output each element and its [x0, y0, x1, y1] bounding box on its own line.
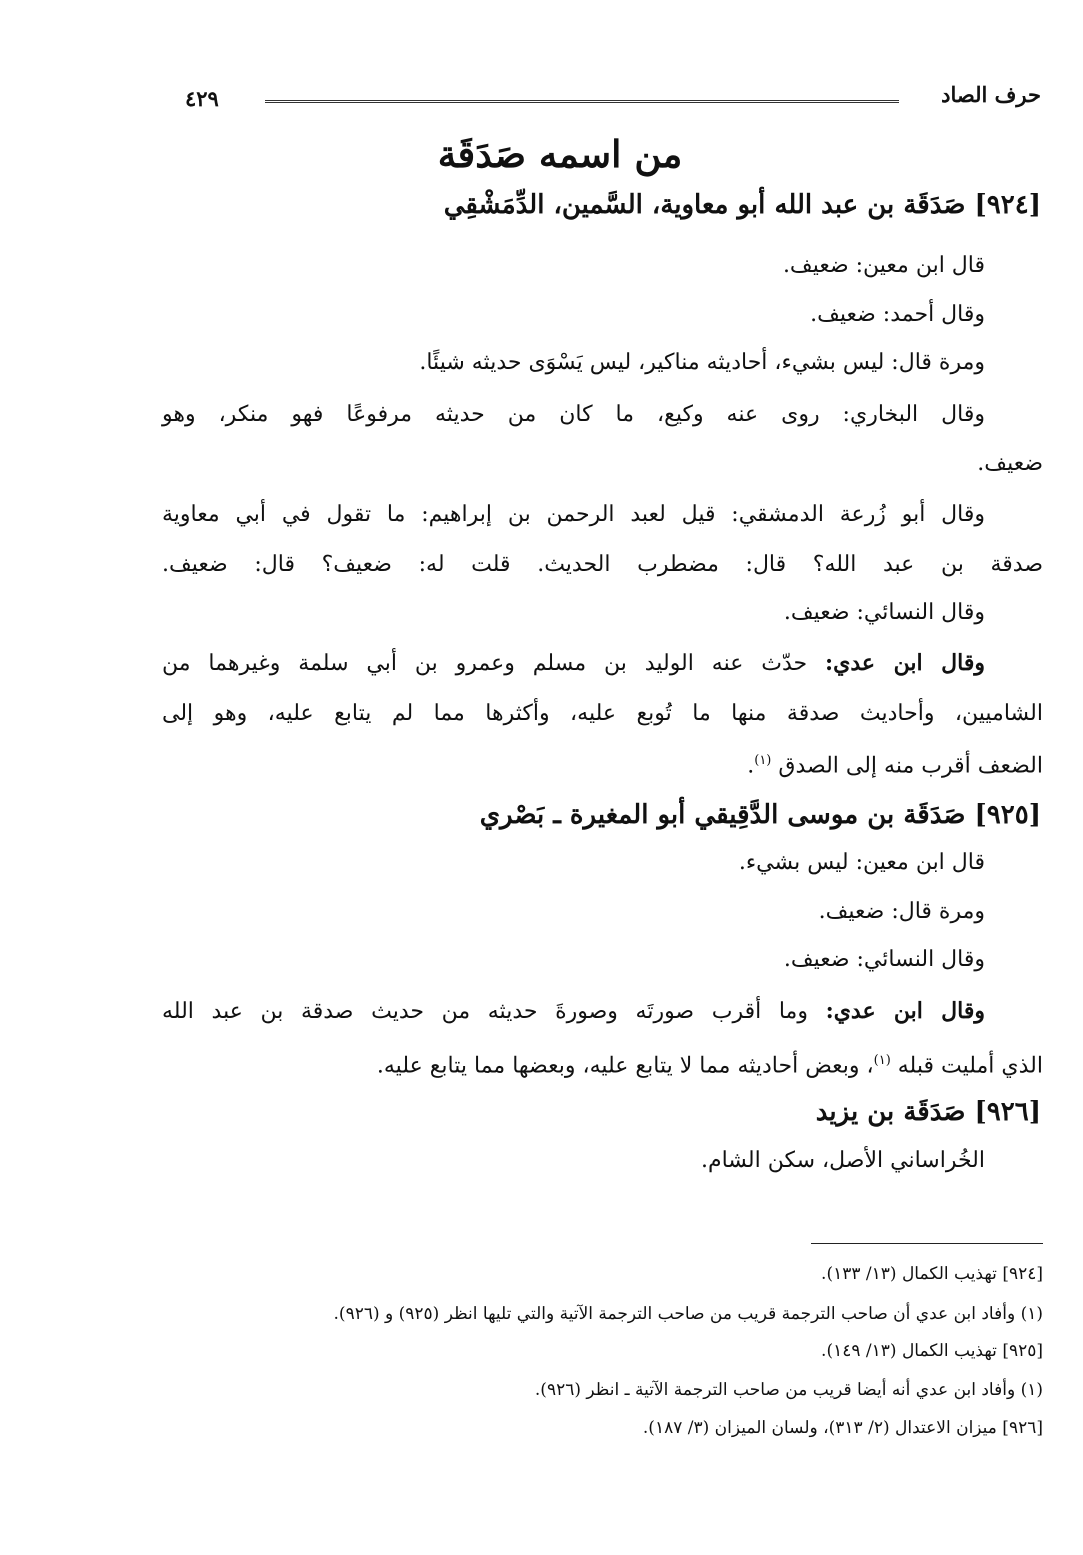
text-line: وقال النسائي: ضعيف.	[783, 600, 985, 625]
text-line: وقال أبو زُرعة الدمشقي: قيل لعبد الرحمن بن إبراهيم: ما تقول في أبي معاوية	[162, 502, 985, 527]
text-line: الخُراساني الأصل، سكن الشام.	[700, 1148, 985, 1173]
entry-title-925: [٩٢٥] صَدَقَة بن موسى الدَّقِيقي أبو المغيرة ـ بَصْري	[479, 800, 1041, 830]
text-line: ومرة قال: ضعيف.	[818, 899, 985, 924]
ibn-adi-line-end	[747, 746, 1043, 781]
footnote: [٩٢٤] تهذيب الكمال (١٣/ ١٣٣).	[821, 1264, 1043, 1284]
footnote: (١) وأفاد ابن عدي أن صاحب الترجمة قريب من صاحب الترجمة الآتية والتي تليها انظر (٩٢٥) و (٩٢٦).	[333, 1304, 1043, 1324]
footnote: [٩٢٥] تهذيب الكمال (١٣/ ١٤٩).	[821, 1341, 1043, 1361]
period: .	[747, 753, 755, 779]
text-line: الشاميين، وأحاديث صدقة منها ما تُوبع عليه، وأكثرها مما لم يتابع عليه، وهو إلى	[162, 701, 1043, 726]
text-line: قال ابن معين: ليس بشيء.	[738, 850, 985, 875]
footnote-ref: (١)	[873, 1053, 891, 1068]
text-line: وقال البخاري: روى عنه وكيع، ما كان من حديثه مرفوعًا فهو منكر، وهو	[162, 402, 985, 427]
header-title: حرف الصاد	[941, 82, 1041, 107]
header-rule	[265, 100, 899, 103]
ibn-adi-line-end	[377, 1046, 1043, 1081]
text-line: قال ابن معين: ضعيف.	[782, 253, 985, 278]
ibn-adi-label: وقال ابن عدي:	[825, 998, 985, 1024]
footnote: (١) وأفاد ابن عدي أنه أيضا قريب من صاحب الترجمة الآتية ـ انظر (٩٢٦).	[534, 1380, 1043, 1400]
text-line: ومرة قال: ليس بشيء، أحاديثه مناكير، ليس يَسْوَى حديثه شيئًا.	[419, 350, 985, 375]
ibn-adi-text: الذي أمليت قبله	[897, 1053, 1043, 1079]
footnote-rule	[811, 1243, 1043, 1244]
text-line: وقال النسائي: ضعيف.	[783, 947, 985, 972]
ibn-adi-text: وما أقرب صورتَه وصورةَ حديثه من حديث صدقة بن عبد الله	[162, 999, 808, 1024]
ibn-adi-label: وقال ابن عدي:	[825, 650, 985, 676]
text-line: وقال أحمد: ضعيف.	[810, 302, 985, 327]
text-line: صدقة بن عبد الله؟ قال: مضطرب الحديث. قلت له: ضعيف؟ قال: ضعيف.	[162, 552, 1043, 577]
footnote: [٩٢٦] ميزان الاعتدال (٢/ ٣١٣)، ولسان الميزان (٣/ ١٨٧).	[642, 1418, 1043, 1438]
ibn-adi-line	[162, 648, 985, 679]
running-header	[185, 82, 1041, 118]
ibn-adi-text: ، وبعض أحاديثه مما لا يتابع عليه، وبعضها مما يتابع عليه.	[376, 1053, 874, 1079]
entry-title-926: [٩٢٦] صَدَقَة بن يزيد	[815, 1097, 1041, 1127]
ibn-adi-text: حدّث عنه الوليد بن مسلم وعمرو بن أبي سلمة وغيرهما من	[162, 651, 808, 676]
page-number: ٤٢٩	[185, 86, 219, 111]
ibn-adi-text: الضعف أقرب منه إلى الصدق	[778, 753, 1043, 779]
ibn-adi-line	[162, 996, 985, 1027]
section-title: من اسمه صَدَقَة	[437, 132, 683, 176]
footnote-ref: (١)	[754, 753, 772, 768]
entry-title-924: [٩٢٤] صَدَقَة بن عبد الله أبو معاوية، السَّمين، الدِّمَشْقِي	[443, 190, 1041, 220]
text-line: ضعيف.	[977, 451, 1043, 476]
